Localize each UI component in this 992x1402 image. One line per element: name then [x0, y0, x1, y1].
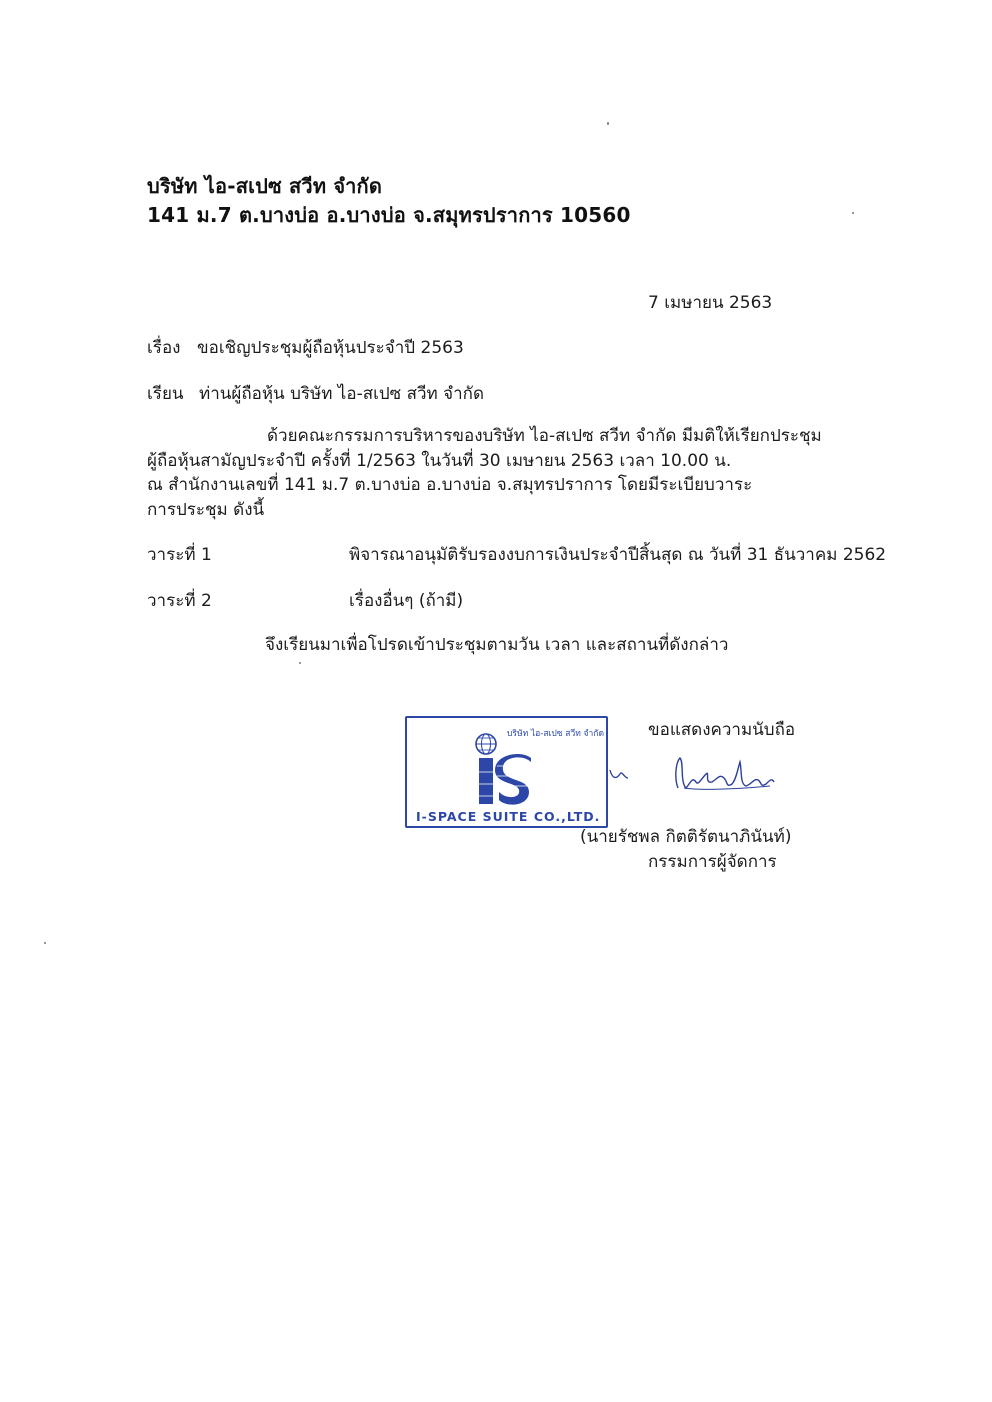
subject-text: ขอเชิญประชุมผู้ถือหุ้นประจำปี 2563 — [197, 338, 464, 358]
company-stamp — [405, 716, 608, 828]
body-line: ณ สำนักงานเลขที่ 141 ม.7 ต.บางบ่อ อ.บางบ่อ จ.สมุทรปราการ โดยมีระเบียบวาระ — [147, 475, 753, 495]
agenda-2-text: เรื่องอื่นๆ (ถ้ามี) — [349, 591, 464, 611]
scan-speck — [299, 662, 301, 664]
agenda-2-label: วาระที่ 2 — [147, 591, 212, 611]
signer-position: กรรมการผู้จัดการ — [648, 852, 777, 872]
body-line: ผู้ถือหุ้นสามัญประจำปี ครั้งที่ 1/2563 ในวันที่ 30 เมษายน 2563 เวลา 10.00 น. — [147, 450, 732, 471]
recipient-label: เรียน — [147, 384, 184, 404]
body-paragraph — [147, 424, 882, 522]
stamp-thai-text: บริษัท ไอ-สเปซ สวีท จำกัด — [507, 729, 604, 739]
agenda-1-text: พิจารณาอนุมัติรับรองงบการเงินประจำปีสิ้นสุด ณ วันที่ 31 ธันวาคม 2562 — [349, 545, 887, 565]
signature-icon — [600, 748, 780, 804]
signer-name: (นายรัชพล กิตติรัตนาภินันท์) — [580, 827, 792, 847]
company-address: 141 ม.7 ต.บางบ่อ อ.บางบ่อ จ.สมุทรปราการ 10560 — [147, 203, 631, 227]
scan-speck — [852, 212, 854, 214]
regards-text: ขอแสดงความนับถือ — [648, 720, 796, 740]
subject-label: เรื่อง — [147, 338, 181, 358]
letter-date: 7 เมษายน 2563 — [648, 293, 773, 313]
recipient-text: ท่านผู้ถือหุ้น บริษัท ไอ-สเปซ สวีท จำกัด — [199, 384, 484, 404]
agenda-1-label: วาระที่ 1 — [147, 545, 212, 565]
scan-speck — [44, 942, 46, 944]
body-line: ด้วยคณะกรรมการบริหารของบริษัท ไอ-สเปซ สวีท จำกัด มีมติให้เรียกประชุม — [267, 426, 822, 446]
body-line: การประชุม ดังนี้ — [147, 499, 265, 520]
company-name: บริษัท ไอ-สเปซ สวีท จำกัด — [147, 174, 383, 198]
is-logo-icon — [473, 728, 541, 810]
scan-speck — [607, 122, 609, 125]
closing-sentence: จึงเรียนมาเพื่อโปรดเข้าประชุมตามวัน เวลา และสถานที่ดังกล่าว — [265, 635, 729, 655]
stamp-english-text: I-SPACE SUITE CO.,LTD. — [416, 809, 601, 824]
